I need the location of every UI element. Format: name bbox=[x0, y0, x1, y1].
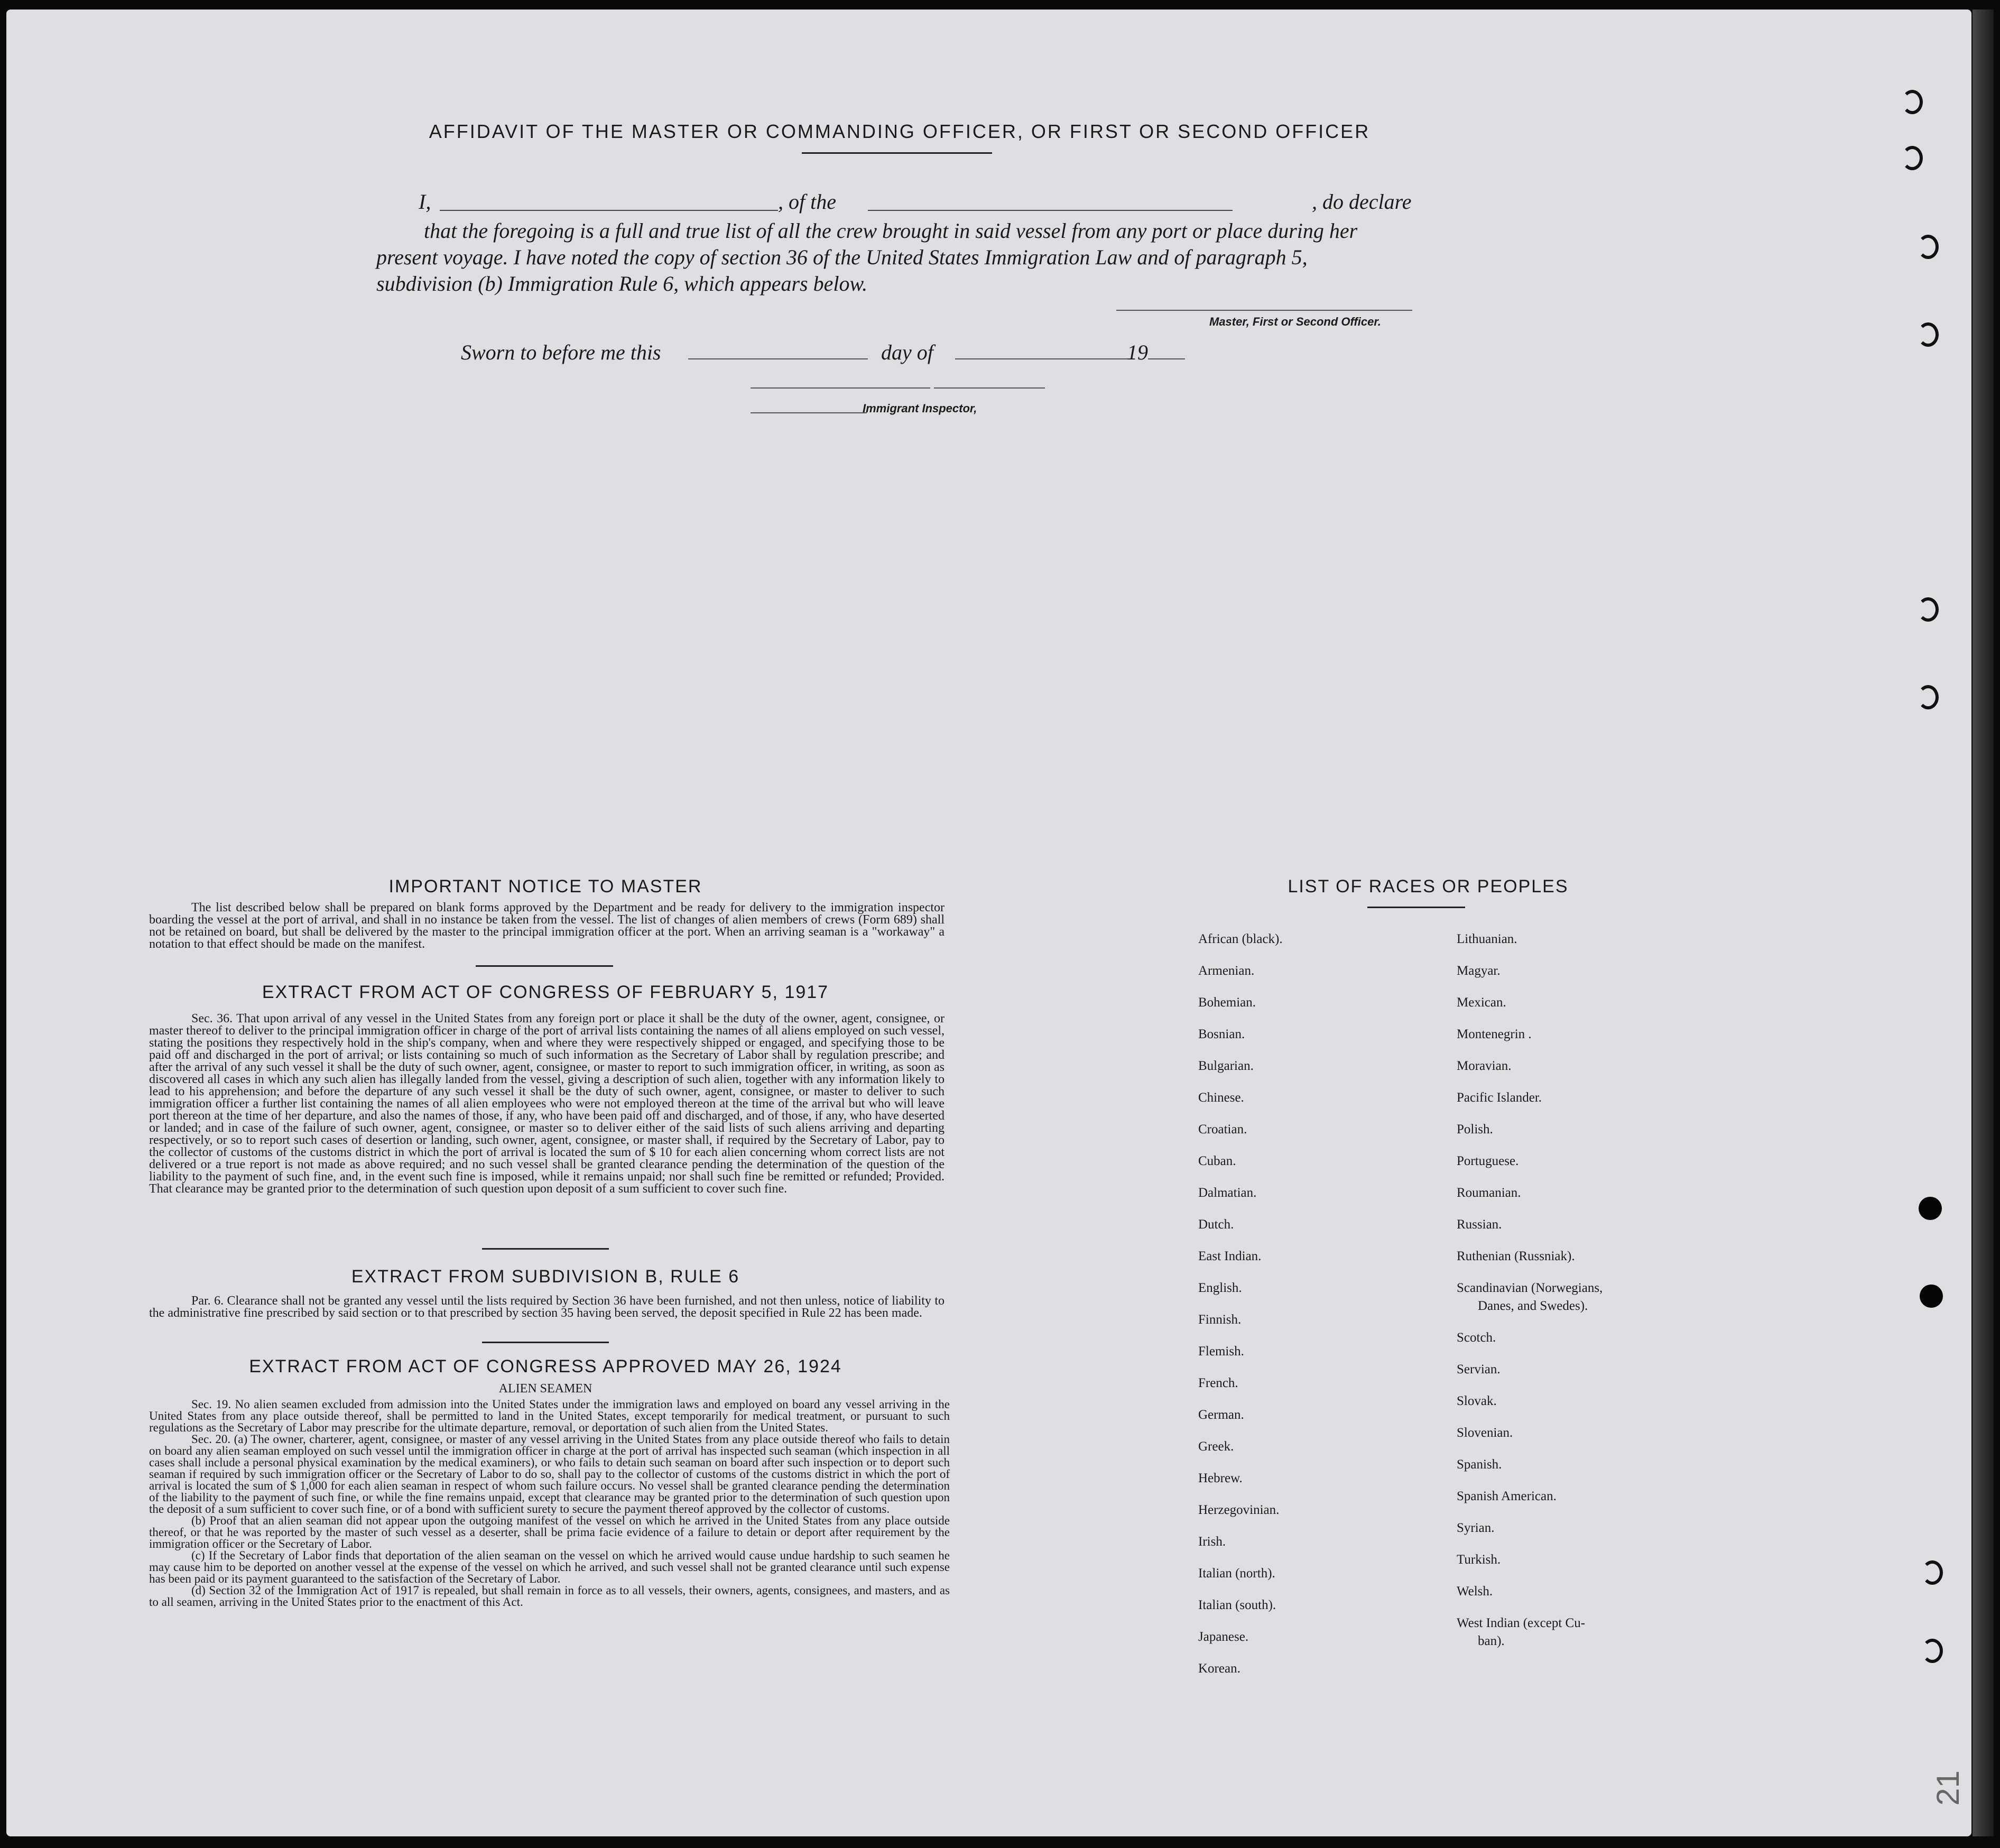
section-20a-paragraph: Sec. 20. (a) The owner, charterer, agent, consignee, or master of any vessel arriving in the United States from any place outside thereof who fails to detain on board any alien seaman employed on such vessel until the immigration officer in charge at the port of arrival has inspected such seaman (which inspection in all cases shall include a personal physical examination by the medical examiners), or who fails to detain such seaman on board after such inspection or to deport such seaman if required by such immigration officer or the Secretary of Labor to do so, shall pay to the collector of customs of the customs district in which the port of arrival is located the sum of $ 1,000 for each alien seaman in respect of whom such failure occurs. No vessel shall be granted clearance pending the determination of the liability to the payment of such fine, or while the fine remains unpaid, except that clearance may be granted prior to the determination of such question upon the deposit of a sum sufficient to cover such fine, or of a bond with sufficient surety to secure the payment thereof approved by the collector of customs. bbox=[149, 1433, 950, 1516]
race-item: Syrian. bbox=[1457, 1521, 1495, 1535]
race-item: Flemish. bbox=[1198, 1344, 1244, 1359]
declaration-line bbox=[419, 187, 1423, 218]
binder-hole bbox=[1902, 146, 1923, 170]
notice-text bbox=[149, 902, 945, 950]
race-item: Spanish. bbox=[1457, 1457, 1502, 1472]
race-item: Armenian. bbox=[1198, 964, 1255, 978]
inspector-caption: Immigrant Inspector, bbox=[863, 402, 977, 415]
declarant-name-field[interactable] bbox=[440, 210, 778, 211]
extract-1917-title: EXTRACT FROM ACT OF CONGRESS OF FEBRUARY 5, 1917 bbox=[262, 982, 829, 1002]
race-item: Roumanian. bbox=[1457, 1186, 1521, 1200]
race-item: Polish. bbox=[1457, 1122, 1493, 1136]
races-underline bbox=[1367, 907, 1465, 908]
extract-1924-title: EXTRACT FROM ACT OF CONGRESS APPROVED MAY 26, 1924 bbox=[249, 1356, 842, 1376]
binder-hole bbox=[1922, 1639, 1943, 1663]
sworn-line bbox=[461, 337, 1201, 369]
race-item: Bohemian. bbox=[1198, 995, 1256, 1010]
binder-hole bbox=[1920, 1285, 1943, 1308]
races-right-column bbox=[1457, 932, 1753, 1698]
race-item: Portuguese. bbox=[1457, 1154, 1519, 1168]
declarant-label: I, bbox=[419, 190, 431, 214]
inspector-line-1[interactable] bbox=[751, 387, 930, 389]
race-item: Japanese. bbox=[1198, 1630, 1249, 1644]
section-19-paragraph: Sec. 19. No alien seamen excluded from admission into the United States under the immigration laws and employed on board any vessel arriving in the United States from any place outside thereof, shall be permitted to land in the United States, except temporarily for medical treatment, or pursuant to such regulations as the Secretary of Labor may prescribe for the ultimate departure, removal, or deportation of such alien from the United States. bbox=[149, 1398, 950, 1434]
binder-hole bbox=[1919, 1197, 1942, 1220]
binder-edge bbox=[1973, 10, 1994, 1836]
race-item: Italian (south). bbox=[1198, 1598, 1276, 1612]
section-20d-paragraph: (d) Section 32 of the Immigration Act of 1917 is repealed, but shall remain in force as to all vessels, their owners, agents, consignees, and masters, and as to all seamen, arriving in the United States prior to the enactment of this Act. bbox=[149, 1584, 950, 1609]
race-item: German. bbox=[1198, 1408, 1244, 1422]
section-20b-paragraph: (b) Proof that an alien seaman did not appear upon the outgoing manifest of the vessel on which he arrived in the United States from any place outside thereof, or that he was reported by the master of such vessel as a deserter, shall be prima facie evidence of a failure to detain or deport after requirement by the immigration officer or the Secretary of Labor. bbox=[149, 1514, 950, 1550]
inspector-line-2[interactable] bbox=[934, 387, 1045, 389]
extract-1917-divider bbox=[482, 1248, 609, 1250]
race-item: Mexican. bbox=[1457, 995, 1506, 1010]
race-item: Dutch. bbox=[1198, 1217, 1234, 1232]
page-number: 21 bbox=[1930, 1770, 1966, 1806]
year-label: 19 bbox=[1127, 340, 1148, 364]
rule-6-title: EXTRACT FROM SUBDIVISION B, RULE 6 bbox=[351, 1267, 740, 1287]
binder-hole bbox=[1918, 597, 1939, 622]
race-item: Scandinavian (Norwegians, bbox=[1457, 1281, 1603, 1295]
rule-6-divider bbox=[482, 1342, 609, 1343]
race-item: Danes, and Swedes). bbox=[1478, 1299, 1588, 1313]
race-item: Finnish. bbox=[1198, 1313, 1242, 1327]
race-item: Hebrew. bbox=[1198, 1471, 1243, 1485]
binder-hole bbox=[1922, 1560, 1943, 1585]
declaration-body-2: present voyage. I have noted the copy of section 36 of the United States Immigration Law and of paragraph 5, bbox=[376, 245, 1308, 269]
sworn-year-field[interactable] bbox=[1148, 358, 1185, 359]
binder-hole bbox=[1918, 685, 1939, 709]
section-36-paragraph: Sec. 36. That upon arrival of any vessel in the United States from any foreign port or place it shall be the duty of the owner, agent, consignee, or master thereof to deliver to the principal immigration officer in charge of the port of arrival lists containing the names of all aliens employed on such vessel, stating the positions they respectively hold in the ship's company, when and where they were respectively shipped or engaged, and specifying those to be paid off and discharged in the port of arrival; or lists containing so much of such information as the Secretary of Labor shall by regulation prescribe; and after the arrival of any such vessel it shall be the duty of such owner, agent, consignee, or master to report to such immigration officer, in writing, as soon as discovered all cases in which any such alien has illegally landed from the vessel, giving a description of such alien, together with any information likely to lead to his apprehension; and before the departure of any such vessel it shall be the duty of such owner, agent, consignee, or master to deliver to such immigration officer a further list containing the names of all alien employees who were not employed thereon at the time of the arrival but who will leave port thereon at the time of her departure, and also the names of those, if any, who have been paid off and discharged, and of those, if any, who have deserted or landed; and in case of the failure of such owner, agent, consignee, or master so to deliver either of the said lists of such aliens arriving and departing respectively, or so to report such cases of desertion or landing, such owner, agent, consignee, or master shall, if required by the Secretary of Labor, pay to the collector of customs of the customs district in which the port of arrival is located the sum of $ 10 for each alien concerning whom correct lists are not delivered or a true report is not made as above required; and no such vessel shall be granted clearance pending the determination of the question of the liability to the payment of such fine, and, in the event such fine is imposed, while it remains unpaid; nor shall such fine be remitted or refunded; Provided. That clearance may be granted prior to the determination of such question upon deposit of a sum sufficient to cover such fine. bbox=[149, 1012, 945, 1196]
title-underline bbox=[802, 152, 992, 154]
master-signature-caption: Master, First or Second Officer. bbox=[1209, 315, 1381, 328]
document-page bbox=[6, 10, 1971, 1836]
sworn-day-field[interactable] bbox=[688, 358, 868, 359]
notice-divider bbox=[476, 965, 613, 967]
race-item: Russian. bbox=[1457, 1217, 1502, 1232]
race-item: Pacific Islander. bbox=[1457, 1091, 1542, 1105]
extract-1924-text bbox=[149, 1399, 950, 1608]
race-item: Lithuanian. bbox=[1457, 932, 1517, 946]
race-item: ban). bbox=[1478, 1634, 1505, 1648]
alien-seamen-subtitle: ALIEN SEAMEN bbox=[498, 1382, 592, 1396]
race-item: Croatian. bbox=[1198, 1122, 1247, 1136]
declaration-body-3: subdivision (b) Immigration Rule 6, which appears below. bbox=[376, 272, 868, 295]
race-item: East Indian. bbox=[1198, 1249, 1262, 1263]
race-item: Welsh. bbox=[1457, 1584, 1493, 1598]
race-item: Greek. bbox=[1198, 1439, 1234, 1454]
binder-hole bbox=[1902, 90, 1923, 114]
race-item: French. bbox=[1198, 1376, 1238, 1390]
declaration-body-1: that the foregoing is a full and true list of all the crew brought in said vessel from any port or place during her bbox=[424, 219, 1358, 243]
paragraph-6: Par. 6. Clearance shall not be granted any vessel until the lists required by Section 36 have been furnished, and not then unless, notice of liability to the administrative fine prescribed by said section or to that prescribed by section 35 having been served, the deposit specified in Rule 22 has been made. bbox=[149, 1294, 945, 1320]
inspector-line-3[interactable] bbox=[751, 412, 867, 413]
races-title: LIST OF RACES OR PEOPLES bbox=[1288, 876, 1569, 897]
declare-label: , do declare bbox=[1312, 190, 1412, 214]
extract-1917-text bbox=[149, 1013, 945, 1195]
day-of-label: day of bbox=[881, 340, 933, 364]
race-item: Scotch. bbox=[1457, 1330, 1496, 1345]
race-item: Montenegrin . bbox=[1457, 1027, 1532, 1041]
race-item: African (black). bbox=[1198, 932, 1283, 946]
binder-hole bbox=[1918, 322, 1939, 347]
rule-6-text bbox=[149, 1295, 945, 1319]
race-item: Bulgarian. bbox=[1198, 1059, 1254, 1073]
race-item: West Indian (except Cu- bbox=[1457, 1616, 1586, 1630]
race-item: Dalmatian. bbox=[1198, 1186, 1257, 1200]
race-item: Slovenian. bbox=[1457, 1426, 1513, 1440]
sworn-month-field[interactable] bbox=[955, 358, 1135, 359]
sworn-label: Sworn to before me this bbox=[461, 340, 661, 364]
race-item: Herzegovinian. bbox=[1198, 1503, 1280, 1517]
race-item: Italian (north). bbox=[1198, 1566, 1275, 1581]
vessel-name-field[interactable] bbox=[868, 210, 1233, 211]
race-item: Ruthenian (Russniak). bbox=[1457, 1249, 1575, 1263]
race-item: Chinese. bbox=[1198, 1091, 1244, 1105]
section-20c-paragraph: (c) If the Secretary of Labor finds that deportation of the alien seaman on the vessel on which he arrived would cause undue hardship to such seamen he may cause him to be deported on another vessel at the expense of the vessel on which he arrived, and such vessel shall not be granted clearance until such expense has been paid or its payment guaranteed to the satisfaction of the Secretary of Labor. bbox=[149, 1549, 950, 1585]
race-item: Turkish. bbox=[1457, 1553, 1501, 1567]
race-item: Bosnian. bbox=[1198, 1027, 1245, 1041]
race-item: Spanish American. bbox=[1457, 1489, 1557, 1503]
of-the-label: , of the bbox=[778, 190, 836, 214]
races-left-column bbox=[1198, 932, 1462, 1698]
race-item: Cuban. bbox=[1198, 1154, 1236, 1168]
race-item: English. bbox=[1198, 1281, 1242, 1295]
race-item: Servian. bbox=[1457, 1362, 1501, 1376]
notice-title: IMPORTANT NOTICE TO MASTER bbox=[388, 876, 702, 897]
race-item: Irish. bbox=[1198, 1535, 1226, 1549]
notice-paragraph: The list described below shall be prepared on blank forms approved by the Department and be ready for delivery to the immigration inspector boarding the vessel at the port of arrival, and shall in no instance be taken from the vessel. The list of changes of alien members of crews (Form 689) shall not be retained on board, but shall be delivered by the master to the principal immigration officer at the port. When an arriving seaman is a "workaway" a notation to that effect should be made on the manifest. bbox=[149, 901, 945, 951]
master-signature-line[interactable] bbox=[1116, 310, 1412, 311]
binder-hole bbox=[1918, 235, 1939, 259]
race-item: Moravian. bbox=[1457, 1059, 1512, 1073]
race-item: Slovak. bbox=[1457, 1394, 1497, 1408]
affidavit-title: AFFIDAVIT OF THE MASTER OR COMMANDING OFFICER, OR FIRST OR SECOND OFFICER bbox=[429, 121, 1371, 142]
race-item: Magyar. bbox=[1457, 964, 1501, 978]
race-item: Korean. bbox=[1198, 1661, 1240, 1676]
